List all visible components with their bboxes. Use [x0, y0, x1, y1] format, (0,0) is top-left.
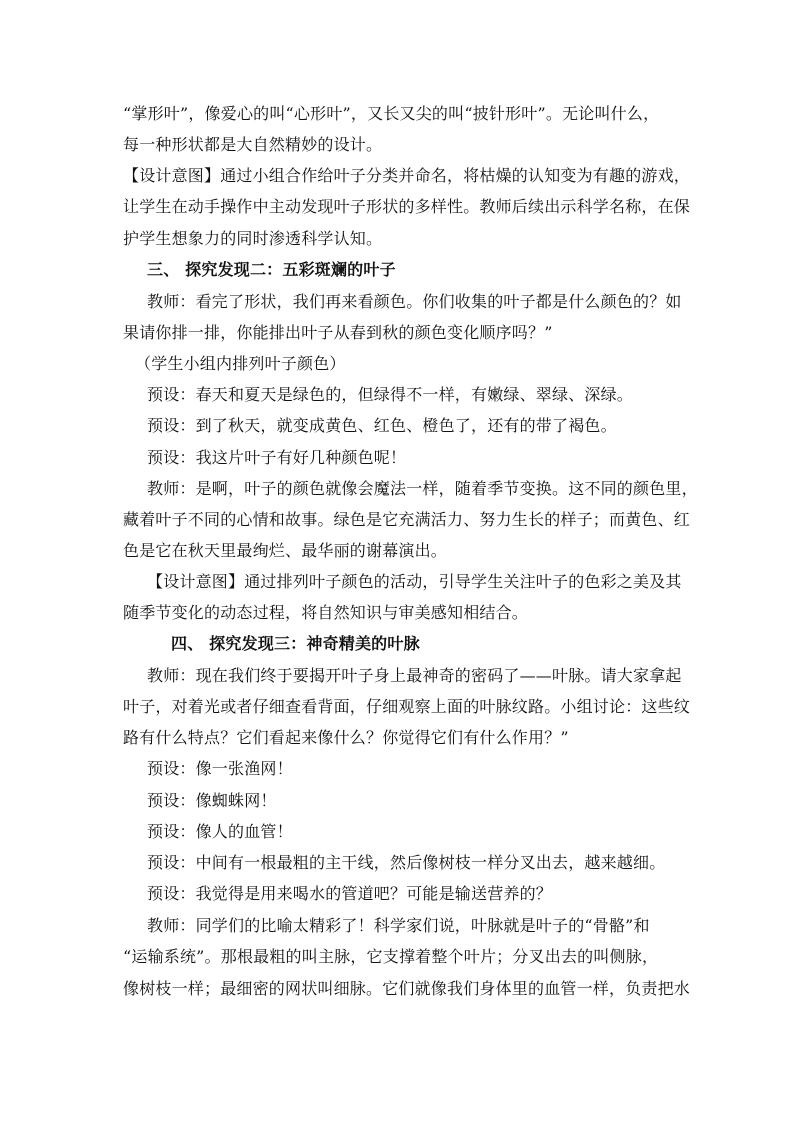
- section-heading-4: 四、 探究发现三：神奇精美的叶脉: [171, 634, 420, 653]
- teacher-line: 教师：现在我们终于要揭开叶子身上最神奇的密码了——叶脉。请大家拿起: [147, 666, 682, 685]
- paragraph-line: “运输系统”。那根最粗的叫主脉，它支撑着整个叶片；分叉出去的叫侧脉，: [123, 947, 659, 966]
- paragraph-line: 藏着叶子不同的心情和故事。绿色是它充满活力、努力生长的样子；而黄色、红: [123, 510, 691, 529]
- paragraph-line: 像树枝一样；最细密的网状叫细脉。它们就像我们身体里的血管一样，负责把水: [123, 979, 691, 998]
- paragraph-line: 让学生在动手操作中主动发现叶子形状的多样性。教师后续出示科学名称，在保: [123, 197, 691, 216]
- paragraph-line: 每一种形状都是大自然精妙的设计。: [123, 135, 383, 154]
- design-intent-line: 【设计意图】通过小组合作给叶子分类并命名，将枯燥的认知变为有趣的游戏，: [123, 166, 691, 185]
- preset-line: 预设：春天和夏天是绿色的，但绿得不一样，有嫩绿、翠绿、深绿。: [147, 385, 634, 404]
- preset-line: 预设：我这片叶子有好几种颜色呢！: [147, 448, 407, 467]
- teacher-line: 教师：看完了形状，我们再来看颜色。你们收集的叶子都是什么颜色的？如: [147, 292, 682, 311]
- teacher-line: 教师：同学们的比喻太精彩了！科学家们说，叶脉就是叶子的“骨骼”和: [147, 916, 650, 935]
- paragraph-line: “掌形叶”，像爱心的叫“心形叶”，又长又尖的叫“披针形叶”。无论叫什么，: [123, 104, 660, 123]
- preset-line: 预设：像人的血管！: [147, 822, 293, 841]
- paragraph-line: 色是它在秋天里最绚烂、最华丽的谢幕演出。: [123, 541, 448, 560]
- paragraph-line: 叶子，对着光或者仔细查看背面，仔细观察上面的叶脉纹路。小组讨论：这些纹: [123, 697, 691, 716]
- student-activity-line: （学生小组内排列叶子颜色）: [135, 354, 346, 373]
- paragraph-line: 护学生想象力的同时渗透科学认知。: [123, 229, 383, 248]
- paragraph-line: 路有什么特点？它们看起来像什么？你觉得它们有什么作用？”: [123, 728, 569, 747]
- paragraph-line: 果请你排一排，你能排出叶子从春到秋的颜色变化顺序吗？”: [123, 323, 553, 342]
- paragraph-line: 随季节变化的动态过程，将自然知识与审美感知相结合。: [123, 603, 529, 622]
- teacher-line: 教师：是啊，叶子的颜色就像会魔法一样，随着季节变换。这不同的颜色里，: [147, 479, 698, 498]
- design-intent-line: 【设计意图】通过排列叶子颜色的活动，引导学生关注叶子的色彩之美及其: [147, 572, 682, 591]
- preset-line: 预设：像蜘蛛网！: [147, 791, 277, 810]
- preset-line: 预设：像一张渔网！: [147, 759, 293, 778]
- section-heading-3: 三、 探究发现二：五彩斑斓的叶子: [147, 260, 396, 279]
- preset-line: 预设：中间有一根最粗的主干线，然后像树枝一样分叉出去，越来越细。: [147, 853, 666, 872]
- preset-line: 预设：到了秋天，就变成黄色、红色、橙色了，还有的带了褐色。: [147, 416, 617, 435]
- preset-line: 预设：我觉得是用来喝水的管道吧？可能是输送营养的？: [147, 884, 553, 903]
